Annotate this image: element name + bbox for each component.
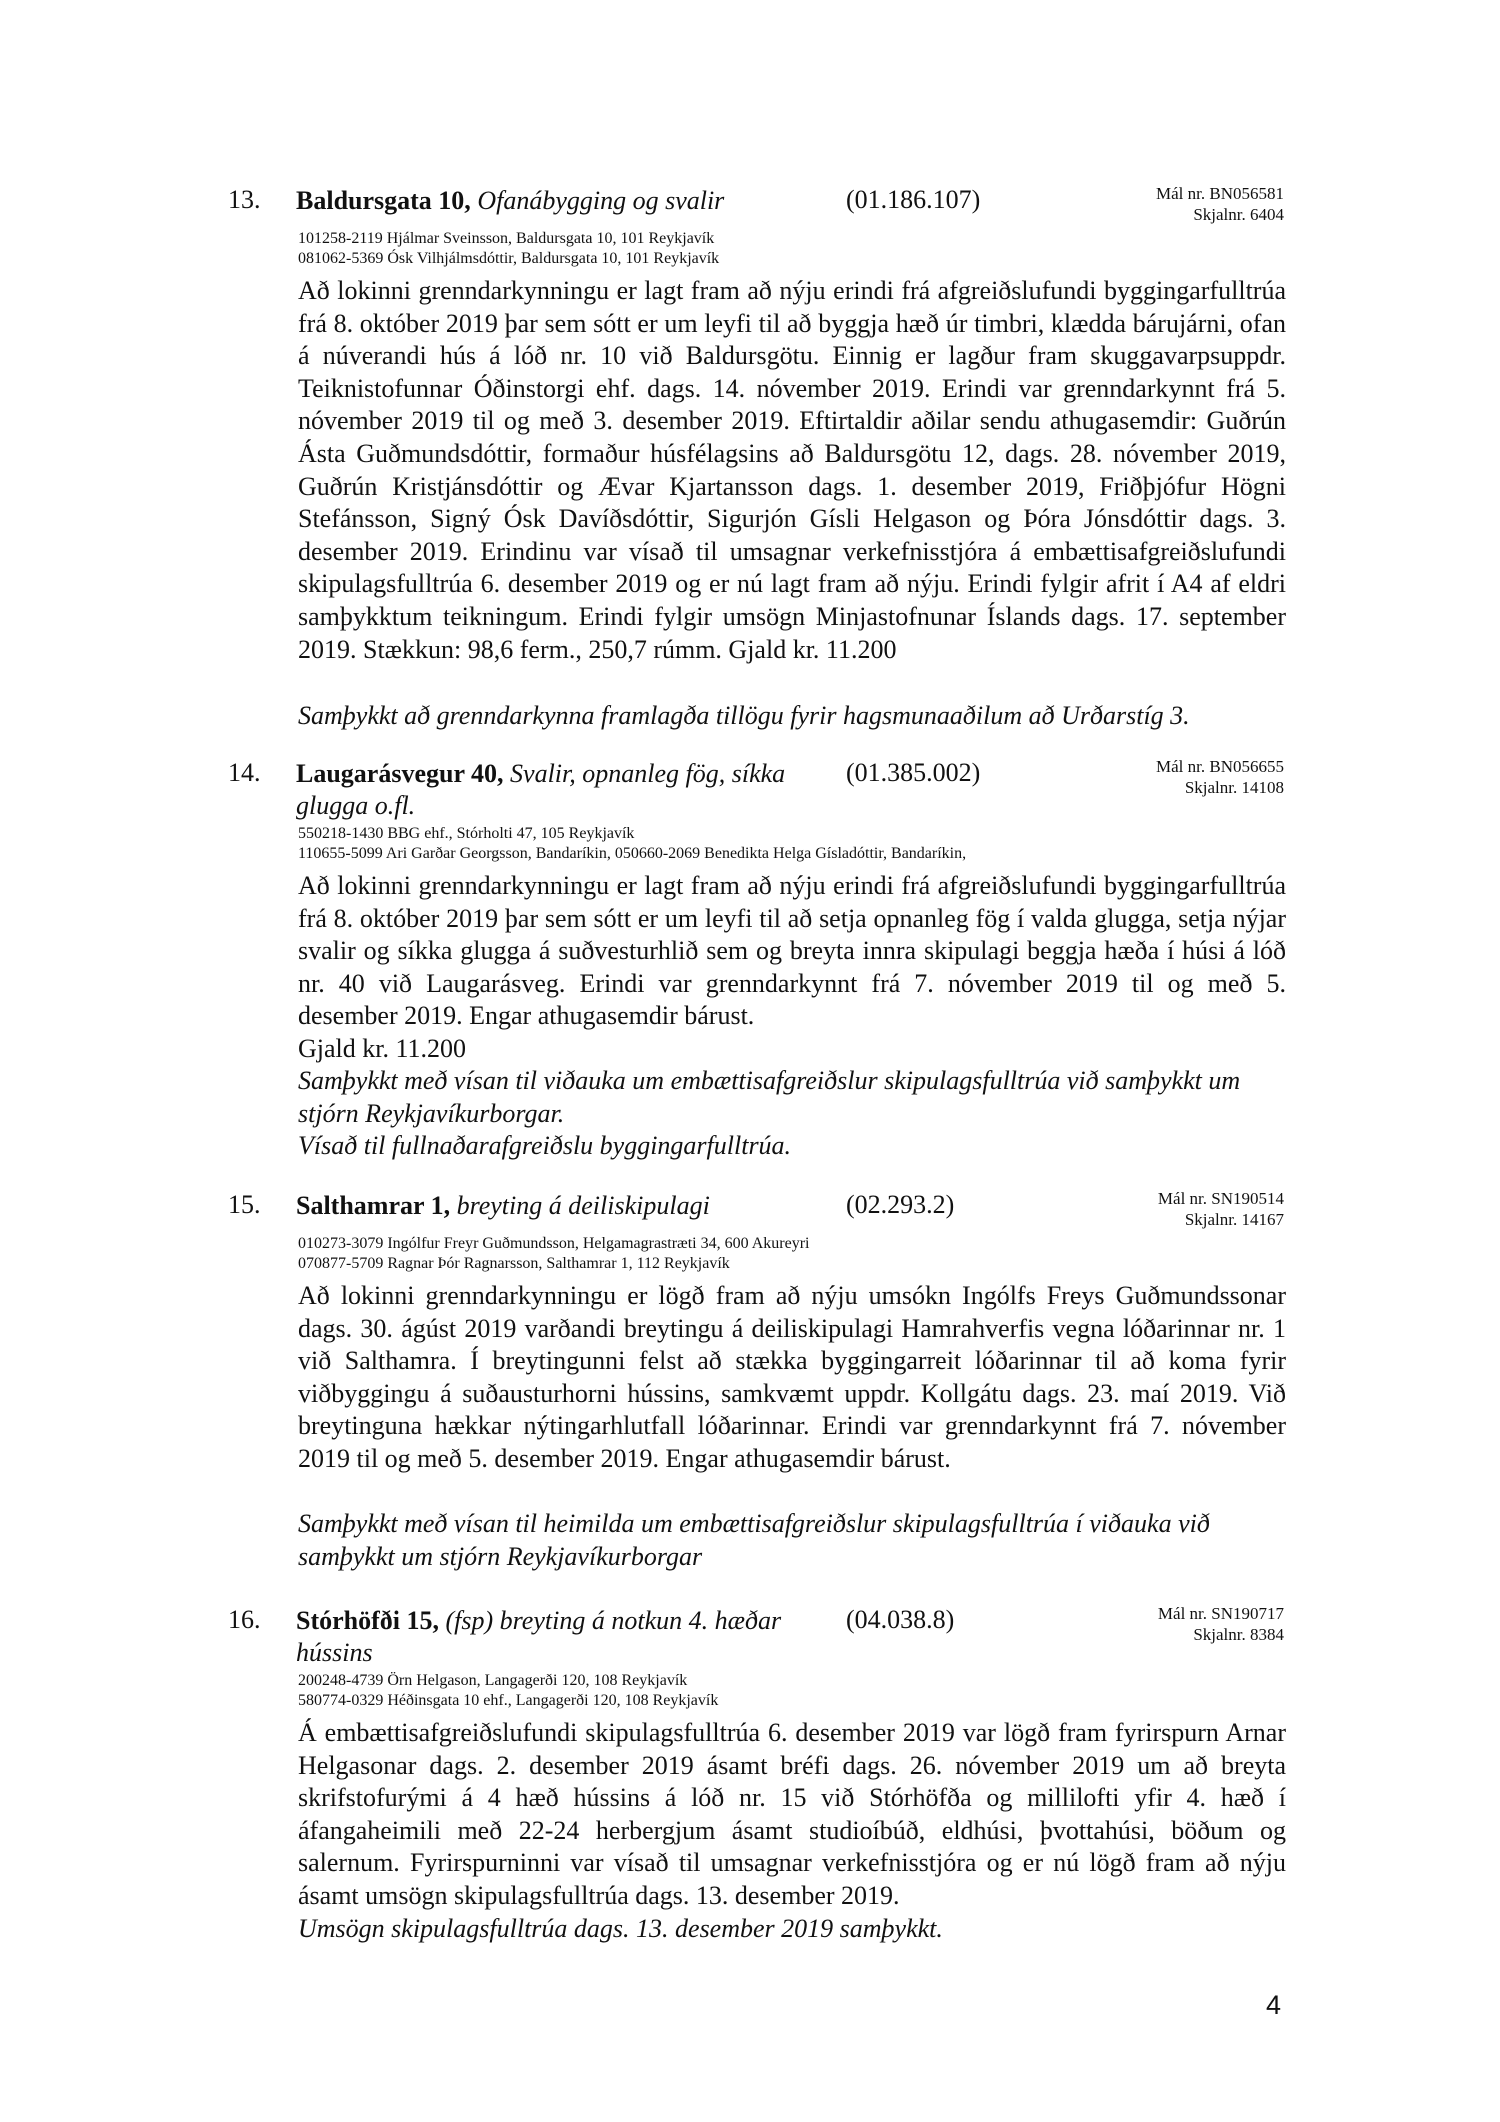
item-body-text: Að lokinni grenndarkynningu er lagt fram að nýju erindi frá afgreiðslufundi byggingarfulltrúa frá 8. október 2019 þar sem sótt er um leyfi til að byggja hæð úr timbri, klædda bárujárni, ofan á núverandi hús á lóð nr. 10 við Baldursgötu. Einnig er lagður fram skuggavarpsuppdr. Teiknistofunnar Óðinstorgi ehf. dags. 14. nóvember 2019. Erindi var grenndarkynnt frá 5. nóvember 2019 til og með 3. desember 2019. Eftirtaldir aðilar sendu athugasemdir: Guðrún Ásta Guðmundsdóttir, formaður húsfélagsins að Baldursgötu 12, dags. 28. nóvember 2019, Guðrún Kristjánsdóttir og Ævar Kjartansson dags. 1. desember 2019, Friðþjófur Högni Stefánsson, Signý Ósk Davíðsdóttir, Sigurjón Gísli Helgason og Þóra Jónsdóttir dags. 3. desember 2019. Erindinu var vísað til umsagnar verkefnisstjóra á embættisafgreiðslufundi skipulagsfulltrúa 6. desember 2019 og er nú lagt fram að nýju. Erindi fylgir afrit í A4 af eldri samþykktum teikningum. Erindi fylgir umsögn Minjastofnunar Íslands dags. 17. september 2019. Stækkun: 98,6 ferm., 250,7 rúmm. Gjald kr. 11.200	[298, 276, 1286, 664]
item-fee: Gjald kr. 11.200	[298, 1034, 467, 1063]
item-land-code: (01.186.107)	[846, 185, 981, 214]
item-land-code: (02.293.2)	[846, 1190, 955, 1219]
item-title	[296, 1605, 796, 1669]
item-subject: (fsp) breyting á notkun 4. hæðar hússins	[296, 1606, 782, 1667]
case-number: Mál nr. BN056581	[1156, 184, 1284, 203]
owner-list	[298, 824, 966, 864]
owner-line: 070877-5709 Ragnar Þór Ragnarsson, Salthamrar 1, 112 Reykjavík	[298, 1255, 730, 1272]
page-number: 4	[1266, 1990, 1282, 2020]
owner-list	[298, 1234, 809, 1274]
owner-list	[298, 1671, 718, 1711]
item-subject: Svalir, opnanleg fög, síkka glugga o.fl.	[296, 759, 786, 820]
document-number: Skjalnr. 6404	[1193, 205, 1284, 224]
item-body-text: Að lokinni grenndarkynningu er lagt fram að nýju erindi frá afgreiðslufundi byggingarfulltrúa frá 8. október 2019 þar sem sótt er um leyfi til að setja opnanleg fög í valda glugga, setja nýjar svalir og síkka glugga á suðvesturhlið sem og breyta innra skipulagi beggja hæða í húsi á lóð nr. 40 við Laugarásveg. Erindi var grenndarkynnt frá 7. nóvember 2019 til og með 5. desember 2019. Engar athugasemdir bárust.	[298, 871, 1286, 1031]
case-reference	[1158, 1188, 1284, 1230]
document-number: Skjalnr. 14167	[1184, 1210, 1284, 1229]
item-land-code: (01.385.002)	[846, 758, 981, 787]
owner-line: 550218-1430 BBG ehf., Stórholti 47, 105 Reykjavík	[298, 825, 635, 842]
owner-line: 110655-5099 Ari Garðar Georgsson, Bandaríkin, 050660-2069 Benedikta Helga Gísladóttir, Bandaríkin,	[298, 845, 967, 862]
item-conclusion	[298, 700, 1286, 733]
case-number: Mál nr. SN190717	[1157, 1604, 1284, 1623]
item-conclusion	[298, 1065, 1286, 1163]
case-reference	[1158, 1603, 1284, 1645]
conclusion-line: Samþykkt með vísan til viðauka um embættisafgreiðslur skipulagsfulltrúa við samþykkt um stjórn Reykjavíkurborgar.	[298, 1066, 1241, 1128]
case-number: Mál nr. SN190514	[1157, 1189, 1284, 1208]
document-number: Skjalnr. 14108	[1184, 778, 1284, 797]
item-address: Salthamrar 1,	[296, 1191, 451, 1220]
item-number: 14.	[228, 758, 261, 787]
case-reference	[1156, 756, 1284, 798]
conclusion-line: Samþykkt með vísan til heimilda um embættisafgreiðslur skipulagsfulltrúa í viðauka við samþykkt um stjórn Reykjavíkurborgar	[298, 1509, 1210, 1571]
document-number: Skjalnr. 8384	[1193, 1625, 1284, 1644]
item-land-code: (04.038.8)	[846, 1605, 955, 1634]
item-conclusion	[298, 1508, 1286, 1573]
item-conclusion	[298, 1913, 1286, 1946]
item-address: Stórhöfði 15,	[296, 1606, 439, 1635]
owner-line: 101258-2119 Hjálmar Sveinsson, Baldursgata 10, 101 Reykjavík	[298, 230, 715, 247]
owner-line: 010273-3079 Ingólfur Freyr Guðmundsson, Helgamagrastræti 34, 600 Akureyri	[298, 1235, 810, 1252]
item-subject: breyting á deiliskipulagi	[456, 1191, 710, 1220]
owner-line: 081062-5369 Ósk Vilhjálmsdóttir, Baldursgata 10, 101 Reykjavík	[298, 250, 720, 267]
item-subject: Ofanábygging og svalir	[477, 186, 725, 215]
owner-line: 200248-4739 Örn Helgason, Langagerði 120, 108 Reykjavík	[298, 1672, 688, 1689]
item-number: 13.	[228, 185, 261, 214]
item-address: Laugarásvegur 40,	[296, 759, 504, 788]
item-number: 15.	[228, 1190, 261, 1219]
item-body-text: Að lokinni grenndarkynningu er lögð fram að nýju umsókn Ingólfs Freys Guðmundssonar dags. 30. ágúst 2019 varðandi breytingu á deiliskipulagi Hamrahverfis vegna lóðarinnar nr. 1 við Salthamra. Í breytingunni felst að stækka byggingarreit lóðarinnar til að koma fyrir viðbyggingu á suðausturhorni hússins, samkvæmt uppdr. Kollgátu dags. 23. maí 2019. Við breytinguna hækkar nýtingarhlutfall lóðarinnar. Erindi var grenndarkynnt frá 7. nóvember 2019 til og með 5. desember 2019. Engar athugasemdir bárust.	[298, 1281, 1286, 1473]
case-reference	[1156, 183, 1284, 225]
item-title	[296, 1190, 806, 1222]
item-body-text: Á embættisafgreiðslufundi skipulagsfulltrúa 6. desember 2019 var lögð fram fyrirspurn Arnar Helgasonar dags. 2. desember 2019 ásamt bréfi dags. 26. nóvember 2019 um að breyta skrifstofurými á 4 hæð hússins á lóð nr. 15 við Stórhöfða og millilofti yfir 4. hæð í áfangaheimili með 22-24 herbergjum ásamt studioíbúð, eldhúsi, þvottahúsi, böðum og salernum. Fyrirspurninni var vísað til umsagnar verkefnisstjóra og er nú lögð fram að nýju ásamt umsögn skipulagsfulltrúa dags. 13. desember 2019.	[298, 1718, 1286, 1910]
item-address: Baldursgata 10,	[296, 186, 471, 215]
owner-line: 580774-0329 Héðinsgata 10 ehf., Langagerði 120, 108 Reykjavík	[298, 1692, 719, 1709]
conclusion-line: Samþykkt að grenndarkynna framlagða tillögu fyrir hagsmunaaðilum að Urðarstíg 3.	[298, 701, 1190, 730]
conclusion-line: Vísað til fullnaðarafgreiðslu byggingarfulltrúa.	[298, 1131, 792, 1161]
owner-list	[298, 229, 719, 269]
case-number: Mál nr. BN056655	[1156, 757, 1284, 776]
conclusion-line: Umsögn skipulagsfulltrúa dags. 13. desember 2019 samþykkt.	[298, 1914, 943, 1943]
item-number: 16.	[228, 1605, 261, 1634]
item-title	[296, 758, 796, 822]
item-title	[296, 185, 806, 217]
